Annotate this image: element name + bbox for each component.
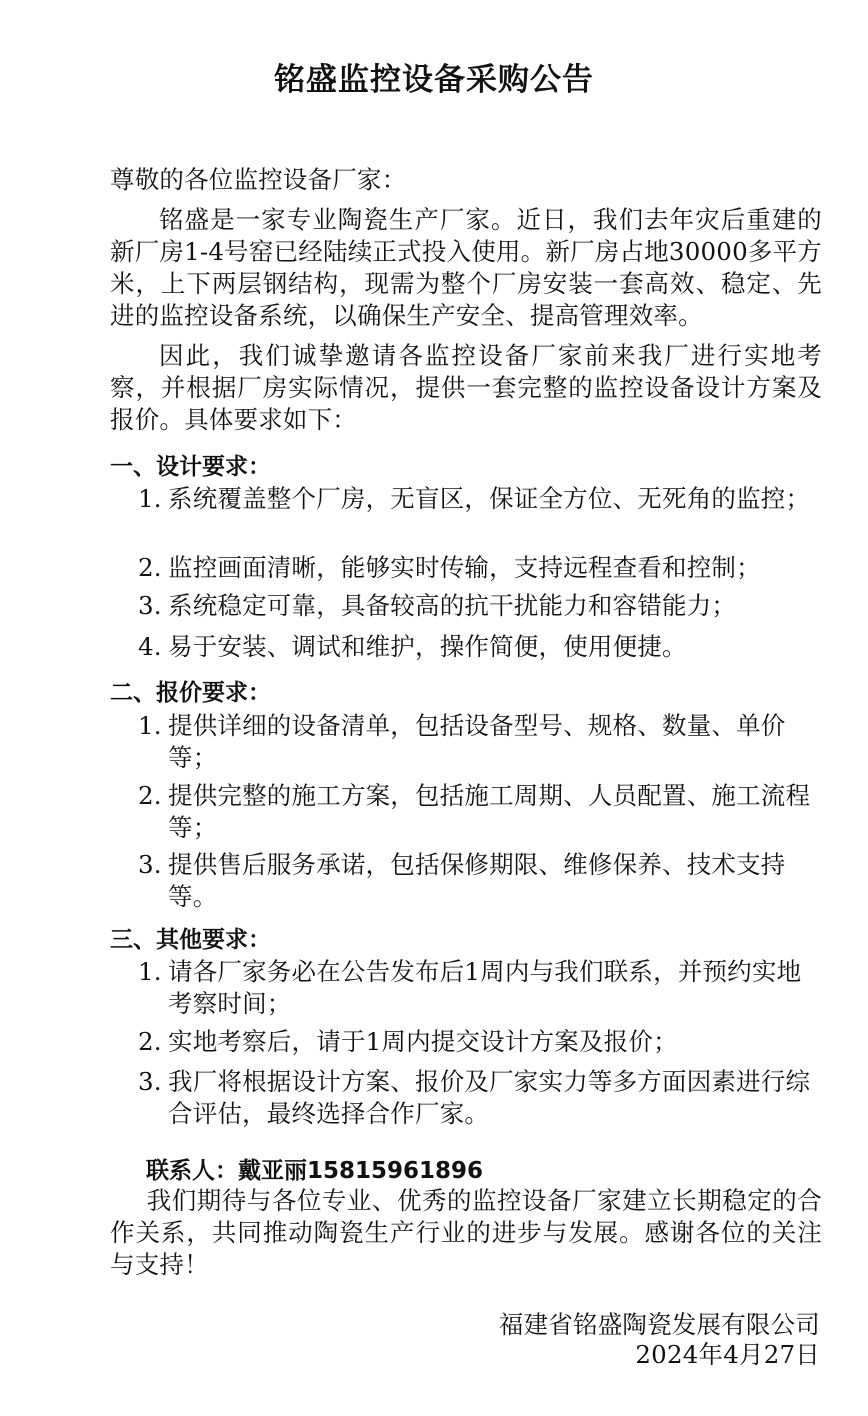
list-item-number: 4. <box>138 632 162 661</box>
section-heading-design: 一、设计要求： <box>110 454 271 480</box>
list-item-text: 实地考察后，请于1周内提交设计方案及报价； <box>168 1027 678 1056</box>
contact-info: 联系人：戴亚丽15815961896 <box>146 1158 484 1184</box>
list-item-text: 提供详细的设备清单，包括设备型号、规格、数量、单价等； <box>168 711 786 772</box>
list-item-number: 2. <box>138 781 162 810</box>
list-item-text: 监控画面清晰，能够实时传输，支持远程查看和控制； <box>168 553 761 582</box>
list-item <box>138 849 818 913</box>
section-heading-other: 三、其他要求： <box>110 927 271 953</box>
list-item <box>138 780 818 844</box>
list-item-text: 系统覆盖整个厂房，无盲区，保证全方位、无死角的监控； <box>168 484 811 513</box>
list-item <box>138 1066 818 1130</box>
list-item <box>138 590 818 622</box>
list-item-number: 2. <box>138 1027 162 1056</box>
list-item-number: 1. <box>138 957 162 986</box>
list-item-text: 提供完整的施工方案，包括施工周期、人员配置、施工流程等； <box>168 781 811 842</box>
invitation-paragraph: 因此，我们诚挚邀请各监控设备厂家前来我厂进行实地考察，并根据厂房实际情况，提供一套完整的监控设备设计方案及报价。具体要求如下： <box>110 341 822 434</box>
list-item <box>138 956 818 1020</box>
list-item-number: 3. <box>138 1067 162 1096</box>
list-item <box>138 1026 818 1058</box>
closing-paragraph: 我们期待与各位专业、优秀的监控设备厂家建立长期稳定的合作关系，共同推动陶瓷生产行业的进步与发展。感谢各位的关注与支持！ <box>110 1186 822 1279</box>
list-item <box>138 552 818 584</box>
list-item-number: 3. <box>138 850 162 879</box>
list-item-number: 1. <box>138 711 162 740</box>
section-heading-quotation: 二、报价要求： <box>110 680 271 706</box>
list-item-number: 1. <box>138 484 162 513</box>
salutation: 尊敬的各位监控设备厂家： <box>110 165 407 194</box>
list-item-text: 易于安装、调试和维护，操作简便，使用便捷。 <box>168 632 687 661</box>
signature-date: 2024年4月27日 <box>635 1340 820 1369</box>
list-item-text: 请各厂家务必在公告发布后1周内与我们联系，并预约实地考察时间； <box>168 957 802 1018</box>
list-item-text: 我厂将根据设计方案、报价及厂家实力等多方面因素进行综合评估，最终选择合作厂家。 <box>168 1067 811 1128</box>
list-item <box>138 710 818 774</box>
document-title: 铭盛监控设备采购公告 <box>274 62 594 98</box>
list-item <box>138 631 818 663</box>
list-item-number: 2. <box>138 553 162 582</box>
intro-paragraph: 铭盛是一家专业陶瓷生产厂家。近日，我们去年灾后重建的新厂房1-4号窑已经陆续正式投入使用。新厂房占地30000多平方米，上下两层钢结构，现需为整个厂房安装一套高效、稳定、先进的监控设备系统，以确保生产安全、提高管理效率。 <box>110 205 822 330</box>
list-item-text: 提供售后服务承诺，包括保修期限、维修保养、技术支持等。 <box>168 850 786 911</box>
signature-company: 福建省铭盛陶瓷发展有限公司 <box>498 1310 820 1339</box>
list-item-number: 3. <box>138 591 162 620</box>
list-item <box>138 483 818 515</box>
list-item-text: 系统稳定可靠，具备较高的抗干扰能力和容错能力； <box>168 591 737 620</box>
